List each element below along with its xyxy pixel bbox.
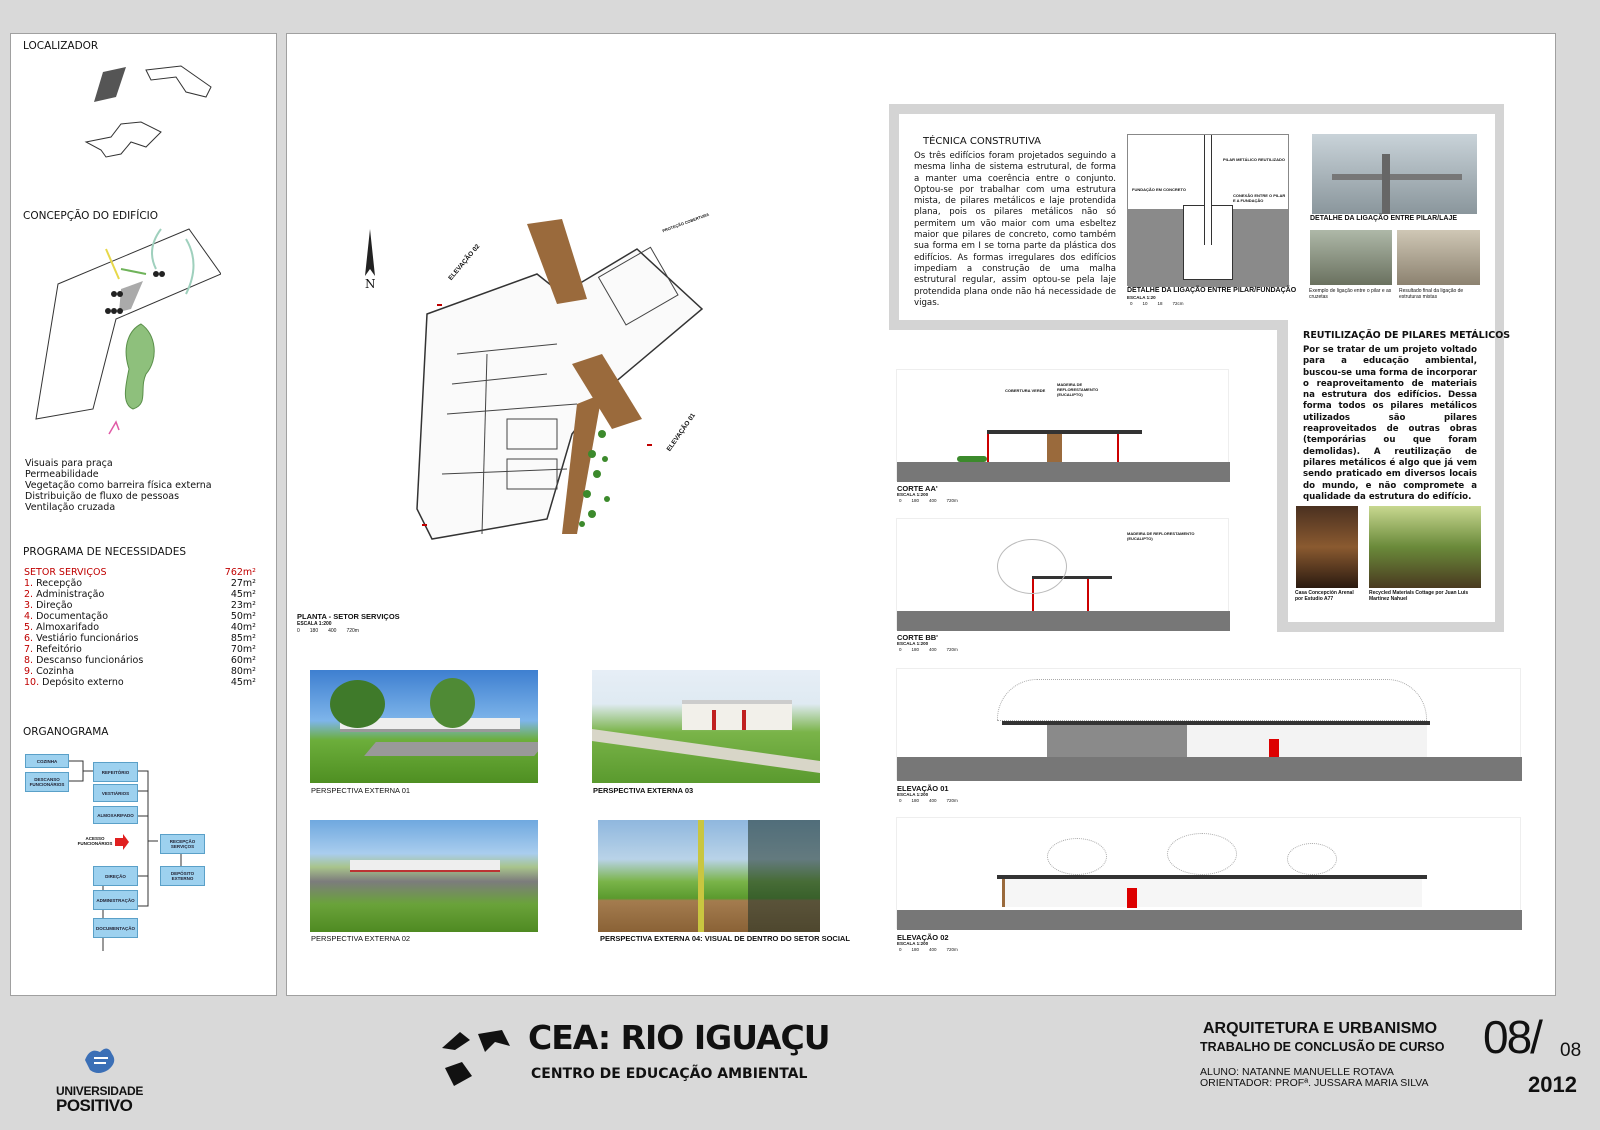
program-row-area: 40m² — [230, 622, 256, 633]
tick: 0 — [899, 798, 902, 803]
section-scale: ESCALA 1:200 — [897, 492, 929, 497]
concepcao-list — [25, 458, 212, 513]
tick: 0 — [899, 498, 902, 503]
program-row — [24, 655, 256, 666]
concepcao-diagram — [21, 224, 221, 449]
program-row-area: 23m² — [230, 600, 256, 611]
tick: 180 — [309, 628, 319, 634]
org-box-deposito: DEPÓSITO EXTERNO — [160, 866, 205, 886]
tecnica-text: Os três edifícios foram projetados seguindo a mesma linha de sistema estrutural, de forma a manter uma coerência entre o conjunto. Optou-se por trabalhar com uma estrutura mista, de pilares metálicos e laje protendida plana, pois os pilares metálicos não só permitem um vão maior com uma esbeltez maior que pilares de concreto, como também sua forma em I se torna parte da plástica dos edifícios. As formas irregulares dos edifícios impediam a construção de uma malha estrutural regular, assim optou-se pela laje protendida plana onde não há necessidade de vigas. — [914, 151, 1116, 308]
program-row-name: Depósito externo — [42, 677, 124, 688]
concepcao-item: Vegetação como barreira física externa — [25, 480, 212, 491]
detail-label: PILAR METÁLICO REUTILIZADO — [1223, 157, 1285, 162]
tick: 720m — [946, 798, 958, 803]
program-row — [24, 677, 256, 688]
elevacao-02-title: ELEVAÇÃO 02 — [897, 933, 949, 942]
concepcao-title: CONCEPÇÃO DO EDIFÍCIO — [23, 210, 159, 222]
org-box-descanso: DESCANSO FUNCIONÁRIOS — [25, 772, 69, 792]
render-caption: PERSPECTIVA EXTERNA 02 — [311, 934, 411, 943]
corte-aa-drawing — [896, 369, 1229, 481]
program-row-name: Vestiário funcionários — [36, 633, 139, 644]
left-sidebar — [10, 33, 277, 996]
program-row-name: Recepção — [36, 578, 83, 589]
localizador-title: LOCALIZADOR — [23, 40, 99, 52]
tick: 0 — [899, 647, 902, 652]
photo-caption: Exemplo de ligação entre o pilar e as cruzetas — [1309, 288, 1392, 300]
tick: 10 — [1142, 301, 1148, 306]
elevacao-01-title: ELEVAÇÃO 01 — [897, 784, 949, 793]
render-caption: PERSPECTIVA EXTERNA 03 — [593, 786, 694, 795]
tick: 720m — [946, 498, 958, 503]
section-scale: ESCALA 1:200 — [897, 792, 929, 797]
program-row-number: 4. — [24, 611, 34, 622]
footer — [0, 1000, 1600, 1130]
tick: 400 — [929, 798, 937, 803]
project-subtitle: CENTRO DE EDUCAÇÃO AMBIENTAL — [531, 1066, 808, 1082]
section-label: MADEIRA DE REFLORESTAMENTO (EUCALIPTO) — [1057, 382, 1099, 397]
floor-plan — [347, 204, 727, 584]
program-row-name: Cozinha — [36, 666, 75, 677]
tick: 400 — [328, 628, 337, 634]
photo-recycled-cottage — [1369, 506, 1481, 588]
render-perspectiva-04 — [598, 820, 820, 932]
tick: 720m — [346, 628, 359, 634]
corte-aa-title: CORTE AA' — [897, 484, 938, 493]
plan-elev02-label: ELEVAÇÃO 02 — [447, 243, 482, 282]
org-box-refeitorio: REFEITÓRIO — [93, 762, 138, 782]
tick: 180 — [911, 798, 920, 803]
program-row-area: 27m² — [230, 578, 256, 589]
render-perspectiva-01 — [310, 670, 538, 783]
concepcao-item: Distribuição de fluxo de pessoas — [25, 491, 180, 502]
photo-caption: Casa Concepción Arenal por Estudio A77 — [1295, 590, 1354, 602]
program-row — [24, 600, 256, 611]
student-name: ALUNO: NATANNE MANUELLE ROTAVA — [1200, 1066, 1394, 1078]
organograma-title: ORGANOGRAMA — [23, 726, 109, 738]
program-row-number: 8. — [24, 655, 34, 666]
plan-scale: ESCALA 1:200 — [297, 621, 332, 627]
program-row — [24, 666, 256, 677]
tick: 180 — [911, 947, 920, 952]
section-scale: ESCALA 1:200 — [897, 941, 929, 946]
photo-caption: Recycled Materials Cottage por Juan Luis Martínez Nahuel — [1369, 590, 1469, 602]
plan-protecao-label: PROTEÇÃO COBERTURA — [661, 211, 710, 234]
section-ticks — [899, 498, 958, 503]
concepcao-item: Visuais para praça — [25, 458, 113, 469]
section-ticks — [899, 798, 958, 803]
localizador-map — [81, 62, 241, 192]
course-name: ARQUITETURA E URBANISMO — [1203, 1020, 1438, 1037]
detail-pilar-fundacao — [1127, 134, 1289, 286]
reutilizacao-title: REUTILIZAÇÃO DE PILARES METÁLICOS — [1303, 330, 1511, 341]
detail1-ticks — [1130, 301, 1184, 306]
advisor-name: ORIENTADOR: PROFª. JUSSARA MARIA SILVA — [1200, 1077, 1429, 1089]
section-label: MADEIRA DE REFLORESTAMENTO (EUCALIPTO) — [1127, 531, 1195, 541]
detail-label: FUNDAÇÃO EM CONCRETO — [1132, 187, 1186, 192]
photo-pilar-laje — [1312, 134, 1477, 214]
section-ticks — [899, 947, 958, 952]
page-total: 08 — [1560, 1040, 1582, 1061]
tick: 18 — [1157, 301, 1163, 306]
detail1-title: DETALHE DA LIGAÇÃO ENTRE PILAR/FUNDAÇÃO — [1127, 287, 1297, 294]
tick: 400 — [929, 647, 937, 652]
plan-scale-ticks — [297, 628, 359, 634]
program-row — [24, 589, 256, 600]
photo-ligacao-cruzetas — [1310, 230, 1392, 285]
program-row-number: 7. — [24, 644, 34, 655]
university-logo-icon — [80, 1042, 120, 1076]
tick: 720m — [946, 947, 958, 952]
org-box-vestiarios: VESTIÁRIOS — [93, 784, 138, 802]
program-row-number: 1. — [24, 578, 34, 589]
university-name-line2: POSITIVO — [56, 1096, 133, 1115]
setor-area: 762m² — [224, 567, 256, 578]
tick: 400 — [929, 498, 937, 503]
org-box-direcao: DIREÇÃO — [93, 866, 138, 886]
detail2-title: DETALHE DA LIGAÇÃO ENTRE PILAR/LAJE — [1310, 215, 1458, 222]
concepcao-item: Permeabilidade — [25, 469, 99, 480]
elevacao-01-drawing — [896, 668, 1521, 780]
tecnica-title: TÉCNICA CONSTRUTIVA — [923, 136, 1041, 147]
program-row-number: 3. — [24, 600, 34, 611]
program-row-number: 6. — [24, 633, 34, 644]
program-row — [24, 633, 256, 644]
north-label: N — [365, 277, 376, 291]
section-label: COBERTURA VERDE — [1005, 388, 1046, 393]
detail-label: CONEXÃO ENTRE O PILAR E A FUNDAÇÃO — [1233, 193, 1286, 203]
concepcao-item: Ventilação cruzada — [25, 502, 116, 513]
tcc-label: TRABALHO DE CONCLUSÃO DE CURSO — [1200, 1040, 1445, 1054]
render-caption: PERSPECTIVA EXTERNA 04: VISUAL DE DENTRO DO SETOR SOCIAL — [600, 934, 850, 943]
program-row-name: Refeitório — [36, 644, 82, 655]
plan-title: PLANTA - SETOR SERVIÇOS — [297, 612, 400, 621]
elevacao-02-drawing — [896, 817, 1521, 929]
org-box-cozinha: COZINHA — [25, 754, 69, 768]
section-scale: ESCALA 1:200 — [897, 641, 929, 646]
program-row — [24, 578, 256, 589]
corte-bb-drawing — [896, 518, 1229, 630]
corte-bb-title: CORTE BB' — [897, 633, 938, 642]
year: 2012 — [1528, 1072, 1577, 1097]
photo-caption: Resultado final da ligação de estruturas mistas — [1399, 288, 1464, 300]
plan-elev01-label: ELEVAÇÃO 01 — [665, 412, 698, 453]
tick: 0 — [297, 628, 300, 634]
photo-casa-concepcion — [1296, 506, 1358, 588]
program-row-area: 85m² — [230, 633, 256, 644]
render-perspectiva-02 — [310, 820, 538, 932]
university-name-line1: UNIVERSIDADE — [56, 1084, 144, 1098]
tick: 400 — [929, 947, 937, 952]
main-panel — [286, 33, 1556, 996]
org-box-administracao: ADMINISTRAÇÃO — [93, 890, 138, 910]
reutilizacao-text: Por se tratar de um projeto voltado para a educação ambiental, buscou-se uma forma de incorporar o reaproveitamento de materiais na estrutura dos edifícios. Dessa forma todos os pilares metálicos utilizados são pilares reaproveitados de outras obras (temporárias ou que foram demolidas). A reutilização de pilares metálicos é algo que já vem sendo praticado em diversos locais do mundo, e não compromete a qualidade da estrutura do edifício. — [1303, 345, 1477, 502]
program-row-area: 60m² — [230, 655, 256, 666]
program-row-area: 50m² — [230, 611, 256, 622]
render-perspectiva-03 — [592, 670, 820, 783]
program-row-area: 70m² — [230, 644, 256, 655]
page-number: 08/ — [1483, 1011, 1541, 1063]
tick: 720m — [946, 647, 958, 652]
program-row — [24, 644, 256, 655]
program-row-number: 10. — [24, 677, 40, 688]
project-title: CEA: RIO IGUAÇU — [528, 1018, 830, 1057]
program-row-name: Direção — [36, 600, 73, 611]
org-box-documentacao: DOCUMENTAÇÃO — [93, 918, 138, 938]
program-row-name: Almoxarifado — [36, 622, 100, 633]
program-row — [24, 622, 256, 633]
org-label-acesso: ACESSO FUNCIONÁRIOS — [77, 836, 113, 846]
program-row-area: 45m² — [230, 677, 256, 688]
tick: 0 — [899, 947, 902, 952]
tick: 180 — [911, 647, 920, 652]
program-row-name: Administração — [36, 589, 105, 600]
photo-estruturas-mistas — [1397, 230, 1480, 285]
program-row-number: 5. — [24, 622, 34, 633]
org-box-almoxarifado: ALMOXARIFADO — [93, 806, 138, 824]
program-row — [24, 611, 256, 622]
program-row-name: Descanso funcionários — [36, 655, 144, 666]
programa-title: PROGRAMA DE NECESSIDADES — [23, 546, 187, 558]
tick: 72cm — [1172, 301, 1184, 306]
program-row-number: 9. — [24, 666, 34, 677]
section-ticks — [899, 647, 958, 652]
north-arrow — [365, 229, 375, 276]
organograma — [23, 746, 263, 976]
detail1-scale: ESCALA 1:20 — [1127, 295, 1156, 300]
tick: 180 — [911, 498, 920, 503]
program-row-number: 2. — [24, 589, 34, 600]
tick: 0 — [1130, 301, 1133, 306]
programa-table — [24, 567, 256, 688]
program-row-name: Documentação — [36, 611, 109, 622]
project-logo-icon — [440, 1028, 515, 1088]
setor-label: SETOR SERVIÇOS — [24, 567, 107, 578]
org-box-recepcao: RECEPÇÃO SERVIÇOS — [160, 834, 205, 854]
program-row-area: 45m² — [230, 589, 256, 600]
render-caption: PERSPECTIVA EXTERNA 01 — [311, 786, 411, 795]
program-row-area: 80m² — [230, 666, 256, 677]
